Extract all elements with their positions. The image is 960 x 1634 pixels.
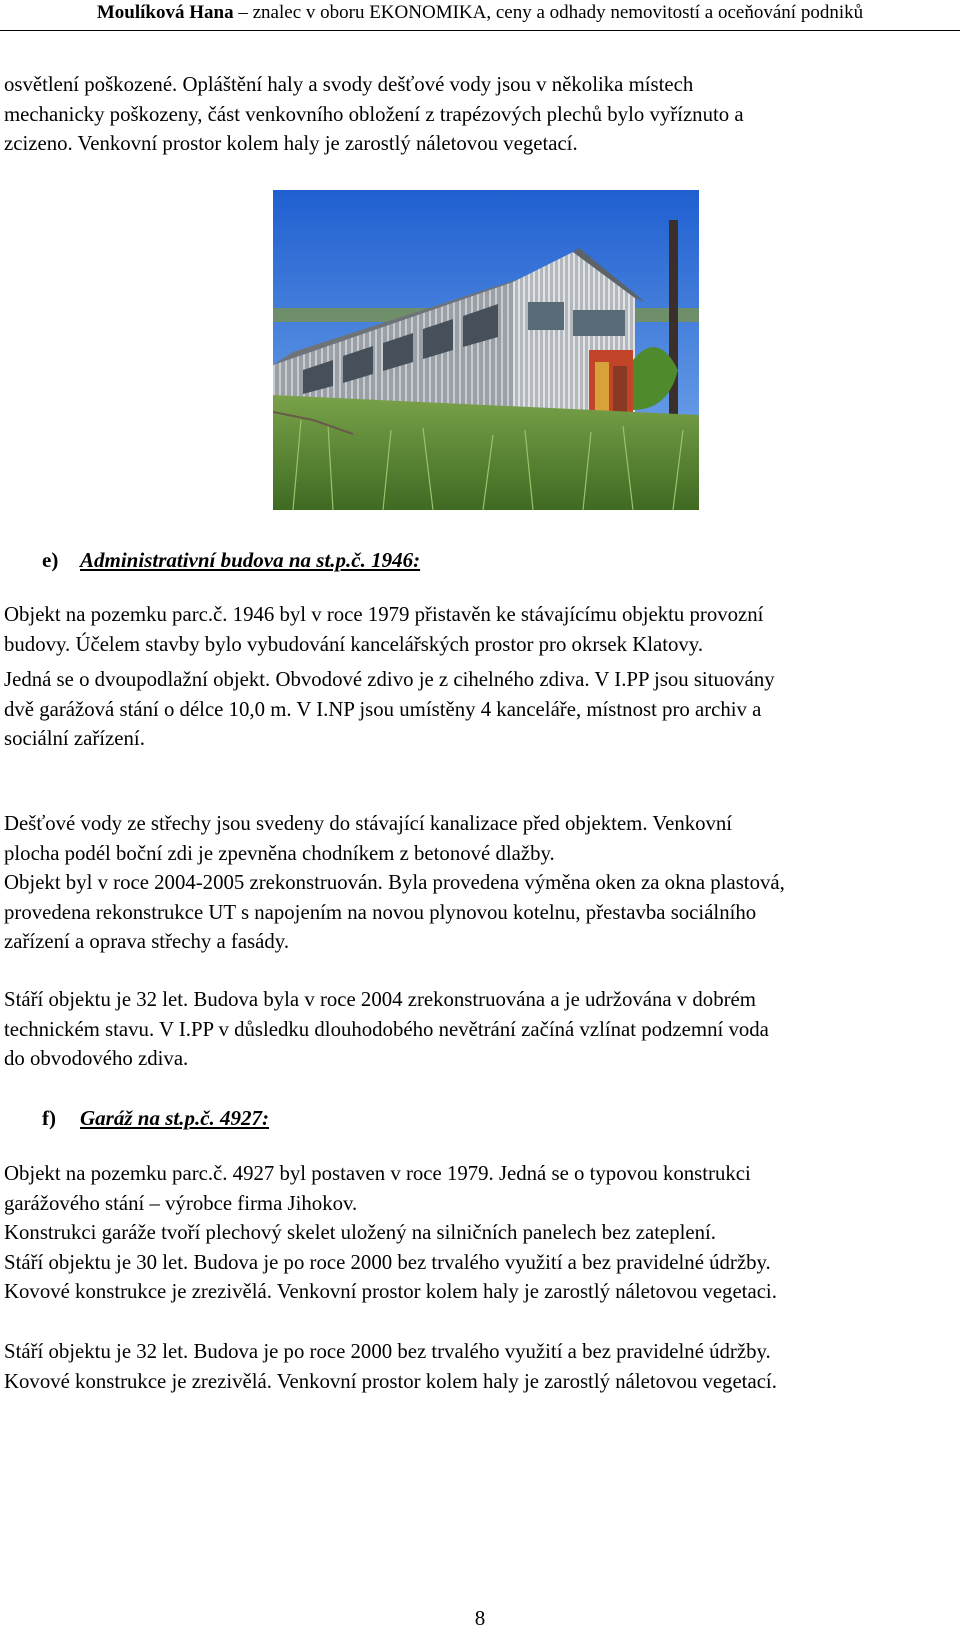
text-line: Stáří objektu je 30 let. Budova je po roce 2000 bez trvalého využití a bez pravidelné údržby. (4, 1250, 771, 1274)
text-line: Objekt na pozemku parc.č. 4927 byl postaven v roce 1979. Jedná se o typovou konstrukci (4, 1162, 751, 1185)
section-e-heading (42, 546, 420, 574)
text-line: Kovové konstrukce je zrezivělá. Venkovní prostor kolem haly je zarostlý náletovou vegetaci. (4, 1280, 777, 1303)
text-line: Kovové konstrukce je zrezivělá. Venkovní prostor kolem haly je zarostlý náletovou vegetací. (4, 1369, 777, 1393)
page-number: 8 (474, 1606, 486, 1630)
section-f-heading (42, 1104, 269, 1132)
text-line: Jedná se o dvoupodlažní objekt. Obvodové zdivo je z cihelného zdiva. V I.PP jsou situovány (4, 668, 775, 691)
text-line: Stáří objektu je 32 let. Budova je po roce 2000 bez trvalého využití a bez pravidelné údržby. (4, 1340, 771, 1363)
header-subtitle: – znalec v oboru EKONOMIKA, ceny a odhady nemovitostí a oceňování podniků (233, 2, 864, 23)
header-rule (0, 30, 960, 31)
section-f-title: Garáž na st.p.č. 4927: (80, 1106, 270, 1130)
section-e-paragraph-2 (4, 665, 960, 754)
page-header (0, 2, 960, 24)
text-line: do obvodového zdiva. (4, 1047, 189, 1070)
text-line: sociální zařízení. (4, 727, 145, 750)
text-line: zařízení a oprava střechy a fasády. (4, 930, 290, 953)
section-f-paragraph-1 (4, 1159, 960, 1307)
text-line: Objekt na pozemku parc.č. 1946 byl v roce 1979 přistavěn ke stávajícímu objektu provozní (4, 603, 764, 626)
section-e-paragraph-4 (4, 985, 960, 1074)
text-line: Stáří objektu je 32 let. Budova byla v roce 2004 zrekonstruována a je udržována v dobrém (4, 988, 756, 1011)
section-f-paragraph-2 (4, 1337, 960, 1396)
text-line: osvětlení poškozené. Opláštění haly a svody dešťové vody jsou v několika místech (4, 73, 694, 96)
section-e-paragraph-3 (4, 809, 960, 957)
section-e-paragraph-1 (4, 600, 960, 659)
text-line: Konstrukci garáže tvoří plechový skelet uložený na silničních panelech bez zateplení. (4, 1221, 717, 1244)
text-line: zcizeno. Venkovní prostor kolem haly je zarostlý náletovou vegetací. (4, 132, 578, 155)
text-line: provedena rekonstrukce UT s napojením na novou plynovou kotelnu, přestavba sociálního (4, 900, 757, 924)
text-line: Objekt byl v roce 2004-2005 zrekonstruován. Byla provedena výměna oken za okna plastová, (4, 871, 785, 894)
text-line: technickém stavu. V I.PP v důsledku dlouhodobého nevětrání začíná vzlínat podzemní voda (4, 1017, 769, 1041)
text-line: garážového stání – výrobce firma Jihokov. (4, 1191, 358, 1215)
text-line: dvě garážová stání o délce 10,0 m. V I.NP jsou umístěny 4 kanceláře, místnost pro archiv a (4, 697, 762, 721)
section-f-letter: f) (42, 1106, 56, 1130)
section-e-letter: e) (42, 548, 59, 572)
intro-paragraph (4, 70, 960, 159)
industrial-hall-photo (273, 190, 699, 510)
text-line: mechanicky poškozeny, část venkovního obložení z trapézových plechů bylo vyříznuto a (4, 102, 744, 126)
text-line: plocha podél boční zdi je zpevněna chodníkem z betonové dlažby. (4, 841, 555, 865)
text-line: Dešťové vody ze střechy jsou svedeny do stávající kanalizace před objektem. Venkovní (4, 812, 733, 835)
section-e-title: Administrativní budova na st.p.č. 1946: (80, 548, 421, 572)
header-author: Moulíková Hana (96, 2, 234, 23)
text-line: budovy. Účelem stavby bylo vybudování kancelářských prostor pro okrsek Klatovy. (4, 632, 704, 656)
